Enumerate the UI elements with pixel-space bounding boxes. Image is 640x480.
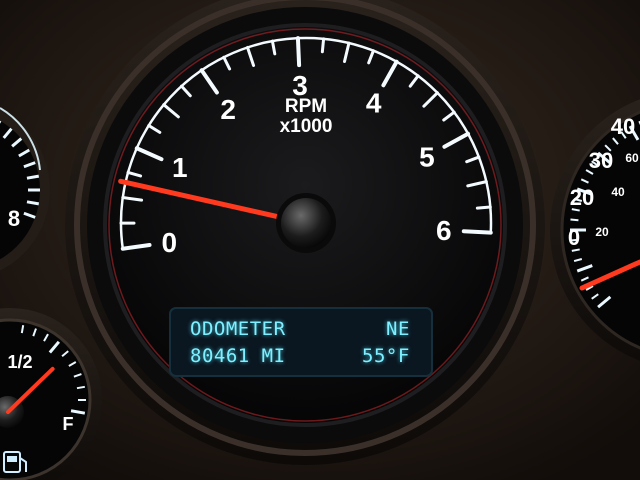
odometer-label: ODOMETER: [190, 318, 286, 340]
speed-kmh-60: 60: [625, 151, 639, 165]
left-gauge-tick: [27, 176, 39, 178]
tach-major-tick: [464, 231, 491, 232]
tach-number-1: 1: [171, 152, 188, 184]
tach-unit-label: RPM: [284, 96, 328, 117]
speed-kmh-40: 40: [611, 185, 625, 199]
outside-temperature: 55°F: [362, 345, 410, 367]
tach-number-4: 4: [365, 87, 382, 119]
left-gauge-tick: [27, 202, 39, 204]
fuel-tick: [22, 325, 23, 333]
tach-major-tick: [298, 38, 299, 65]
tach-number-5: 5: [419, 141, 435, 173]
speed-mph-20: 20: [569, 185, 595, 210]
tach-number-2: 2: [220, 94, 236, 126]
speed-mph-40: 40: [610, 114, 636, 139]
speed-tick: [570, 220, 578, 221]
tach-multiplier-label: x1000: [279, 116, 333, 137]
compass-heading: NE: [386, 318, 410, 340]
fuel-tick: [77, 387, 85, 388]
tach-needle-hub: [281, 198, 331, 248]
fuel-half-label: 1/2: [7, 352, 33, 372]
tach-minor-tick: [477, 207, 490, 208]
odometer-mileage: 80461 MI: [190, 345, 286, 367]
speed-mph-0: 0: [567, 225, 581, 250]
fuel-full-label: F: [62, 414, 74, 434]
left-gauge-number: 8: [7, 206, 21, 231]
speed-kmh-20: 20: [595, 225, 609, 239]
tach-number-3: 3: [292, 70, 308, 102]
tach-number-6: 6: [436, 215, 452, 247]
tach-minor-tick: [322, 39, 323, 52]
tach-number-0: 0: [161, 227, 178, 259]
tachometer: [62, 0, 545, 465]
speed-mph-30: 30: [588, 148, 614, 173]
